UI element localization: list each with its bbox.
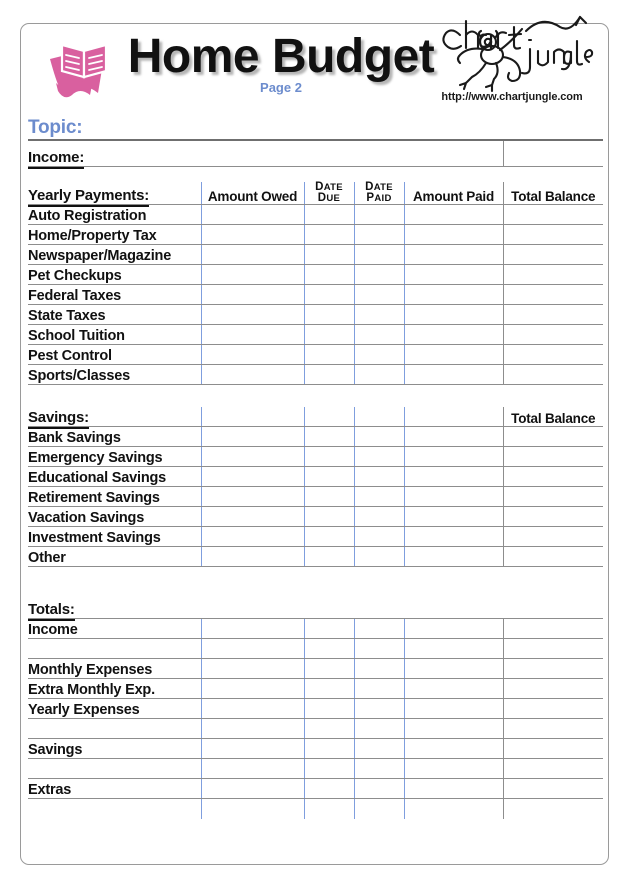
cell-amount-owed[interactable] xyxy=(201,527,304,547)
cell-date-paid[interactable] xyxy=(354,265,404,285)
logo-url-text[interactable]: http://www.chartjungle.com xyxy=(441,91,583,103)
cell-total-balance[interactable] xyxy=(503,245,603,265)
cell-amount-paid[interactable] xyxy=(404,759,503,779)
cell-amount-paid[interactable] xyxy=(404,467,503,487)
row-label: School Tuition xyxy=(28,325,201,345)
totals-header-row xyxy=(28,589,603,619)
cell-date-paid[interactable] xyxy=(354,759,404,779)
row-label: Retirement Savings xyxy=(28,487,201,507)
cell-amount-owed[interactable] xyxy=(201,365,304,385)
table-row xyxy=(28,759,603,779)
cell-date-due[interactable] xyxy=(304,699,354,719)
cell-amount-owed[interactable] xyxy=(201,225,304,245)
yearly-payments-header-row xyxy=(28,182,603,205)
row-label: Bank Savings xyxy=(28,427,201,447)
page-header xyxy=(21,24,608,113)
gap-row-1 xyxy=(28,166,603,182)
cell-amount-paid[interactable] xyxy=(404,699,503,719)
cell-date-paid[interactable] xyxy=(354,325,404,345)
cell-amount-paid[interactable] xyxy=(404,719,503,739)
section-heading-savings: Savings: xyxy=(28,407,201,427)
cell-total-balance[interactable] xyxy=(503,619,603,639)
budget-sheet xyxy=(28,113,601,859)
income-label: Income: xyxy=(28,140,404,166)
chartjungle-logo[interactable] xyxy=(422,5,602,115)
cell-total-balance[interactable] xyxy=(503,679,603,699)
row-label: Income xyxy=(28,619,201,639)
cell-date-due[interactable] xyxy=(304,679,354,699)
row-label: Home/Property Tax xyxy=(28,225,201,245)
table-row xyxy=(28,245,603,265)
cell-date-paid[interactable] xyxy=(354,225,404,245)
table-row xyxy=(28,365,603,385)
cell-total-balance[interactable] xyxy=(503,427,603,447)
topic-row xyxy=(28,113,603,140)
cell-amount-paid[interactable] xyxy=(404,447,503,467)
cell-total-balance[interactable] xyxy=(503,205,603,225)
cell-date-paid[interactable] xyxy=(354,467,404,487)
cell-date-due[interactable] xyxy=(304,365,354,385)
cell-total-balance[interactable] xyxy=(503,365,603,385)
table-row xyxy=(28,547,603,567)
cell-date-due[interactable] xyxy=(304,779,354,799)
column-header-amount-paid: Amount Paid xyxy=(404,182,503,205)
cell-date-due[interactable] xyxy=(304,305,354,325)
row-label: Pest Control xyxy=(28,345,201,365)
cell-total-balance[interactable] xyxy=(503,467,603,487)
cell-amount-owed[interactable] xyxy=(201,265,304,285)
row-label xyxy=(28,719,201,739)
cell-total-balance[interactable] xyxy=(503,325,603,345)
cell-amount-owed[interactable] xyxy=(201,447,304,467)
page-frame xyxy=(20,23,609,865)
cell-amount-paid[interactable] xyxy=(404,285,503,305)
cell-date-due[interactable] xyxy=(304,487,354,507)
cell-date-paid[interactable] xyxy=(354,739,404,759)
page-number-label: Page 2 xyxy=(260,80,302,95)
cell-date-due[interactable] xyxy=(304,427,354,447)
cell-date-due[interactable] xyxy=(304,285,354,305)
table-row xyxy=(28,659,603,679)
page-title: Home Budget xyxy=(127,30,435,83)
column-header-date-paid: DATE PAID xyxy=(354,182,404,205)
row-label xyxy=(28,759,201,779)
cell-date-paid[interactable] xyxy=(354,245,404,265)
table-row xyxy=(28,285,603,305)
cell-total-balance[interactable] xyxy=(503,487,603,507)
table-row xyxy=(28,527,603,547)
row-label: Investment Savings xyxy=(28,527,201,547)
cell-date-paid[interactable] xyxy=(354,305,404,325)
cell-total-balance[interactable] xyxy=(503,739,603,759)
cell-total-balance[interactable] xyxy=(503,507,603,527)
cell-amount-paid[interactable] xyxy=(404,487,503,507)
cell-total-balance[interactable] xyxy=(503,527,603,547)
cell-date-paid[interactable] xyxy=(354,679,404,699)
table-row xyxy=(28,427,603,447)
cell-amount-paid[interactable] xyxy=(404,305,503,325)
table-row xyxy=(28,799,603,819)
cell-date-due[interactable] xyxy=(304,225,354,245)
row-label: Educational Savings xyxy=(28,467,201,487)
cell-date-paid[interactable] xyxy=(354,527,404,547)
cell-total-balance[interactable] xyxy=(503,547,603,567)
cell-amount-paid[interactable] xyxy=(404,507,503,527)
topic-label: Topic: xyxy=(28,113,603,140)
table-row xyxy=(28,487,603,507)
table-row xyxy=(28,779,603,799)
cell-date-due[interactable] xyxy=(304,467,354,487)
cell-total-balance[interactable] xyxy=(503,305,603,325)
cell-total-balance[interactable] xyxy=(503,447,603,467)
section-heading-yearly-payments: Yearly Payments: xyxy=(28,182,201,205)
cell-total-balance[interactable] xyxy=(503,225,603,245)
row-label: Monthly Expenses xyxy=(28,659,201,679)
cell-date-paid[interactable] xyxy=(354,447,404,467)
cell-amount-paid[interactable] xyxy=(404,325,503,345)
cell-amount-owed[interactable] xyxy=(201,779,304,799)
cell-amount-owed[interactable] xyxy=(201,467,304,487)
cell-amount-owed[interactable] xyxy=(201,699,304,719)
cell-total-balance[interactable] xyxy=(503,639,603,659)
cell-date-due[interactable] xyxy=(304,619,354,639)
cell-amount-paid[interactable] xyxy=(404,225,503,245)
cell-amount-owed[interactable] xyxy=(201,547,304,567)
cell-date-paid[interactable] xyxy=(354,799,404,819)
cell-amount-owed[interactable] xyxy=(201,325,304,345)
cell-date-paid[interactable] xyxy=(354,659,404,679)
cell-total-balance[interactable] xyxy=(503,345,603,365)
table-row xyxy=(28,719,603,739)
cell-date-due[interactable] xyxy=(304,759,354,779)
cell-amount-paid[interactable] xyxy=(404,265,503,285)
cell-date-paid[interactable] xyxy=(354,639,404,659)
table-row xyxy=(28,699,603,719)
cell-date-paid[interactable] xyxy=(354,507,404,527)
monkey-icon xyxy=(430,5,596,97)
row-label: Extra Monthly Exp. xyxy=(28,679,201,699)
cell-amount-owed[interactable] xyxy=(201,345,304,365)
cell-amount-owed[interactable] xyxy=(201,679,304,699)
row-label: Savings xyxy=(28,739,201,759)
cell-date-due[interactable] xyxy=(304,345,354,365)
cell-date-paid[interactable] xyxy=(354,619,404,639)
cell-amount-owed[interactable] xyxy=(201,245,304,265)
cell-date-due[interactable] xyxy=(304,547,354,567)
cell-date-due[interactable] xyxy=(304,325,354,345)
cell-amount-owed[interactable] xyxy=(201,285,304,305)
cell-amount-owed[interactable] xyxy=(201,619,304,639)
column-header-amount-owed: Amount Owed xyxy=(201,182,304,205)
cell-amount-paid[interactable] xyxy=(404,779,503,799)
table-row xyxy=(28,447,603,467)
column-header-total-balance: Total Balance xyxy=(503,182,603,205)
cell-date-due[interactable] xyxy=(304,447,354,467)
budget-table xyxy=(28,113,603,819)
cell-date-paid[interactable] xyxy=(354,699,404,719)
cell-amount-owed[interactable] xyxy=(201,739,304,759)
row-label: Sports/Classes xyxy=(28,365,201,385)
savings-header-row xyxy=(28,407,603,427)
savings-header-cell-amount-owed[interactable] xyxy=(201,407,304,427)
savings-header-cell-amount-paid[interactable] xyxy=(404,407,503,427)
cell-date-due[interactable] xyxy=(304,205,354,225)
cell-amount-owed[interactable] xyxy=(201,659,304,679)
income-cell-amount-paid[interactable] xyxy=(404,140,503,166)
table-row xyxy=(28,619,603,639)
cell-amount-paid[interactable] xyxy=(404,679,503,699)
cell-amount-paid[interactable] xyxy=(404,345,503,365)
cell-total-balance[interactable] xyxy=(503,699,603,719)
cell-amount-owed[interactable] xyxy=(201,487,304,507)
cell-amount-owed[interactable] xyxy=(201,759,304,779)
cell-date-paid[interactable] xyxy=(354,365,404,385)
row-label: Emergency Savings xyxy=(28,447,201,467)
cell-amount-paid[interactable] xyxy=(404,427,503,447)
cell-total-balance[interactable] xyxy=(503,719,603,739)
table-row xyxy=(28,507,603,527)
income-cell-total-balance[interactable] xyxy=(503,140,603,166)
cell-date-due[interactable] xyxy=(304,527,354,547)
open-book-icon xyxy=(46,31,124,103)
row-label: Extras xyxy=(28,779,201,799)
table-row xyxy=(28,265,603,285)
row-label xyxy=(28,799,201,819)
cell-total-balance[interactable] xyxy=(503,285,603,305)
cell-date-paid[interactable] xyxy=(354,547,404,567)
cell-amount-owed[interactable] xyxy=(201,799,304,819)
row-label xyxy=(28,639,201,659)
cell-amount-owed[interactable] xyxy=(201,205,304,225)
table-row xyxy=(28,639,603,659)
cell-total-balance[interactable] xyxy=(503,799,603,819)
cell-amount-owed[interactable] xyxy=(201,507,304,527)
cell-date-due[interactable] xyxy=(304,659,354,679)
cell-date-paid[interactable] xyxy=(354,427,404,447)
cell-amount-paid[interactable] xyxy=(404,739,503,759)
cell-amount-owed[interactable] xyxy=(201,305,304,325)
row-label: Pet Checkups xyxy=(28,265,201,285)
table-row xyxy=(28,305,603,325)
row-label: Newspaper/Magazine xyxy=(28,245,201,265)
row-label: Yearly Expenses xyxy=(28,699,201,719)
table-row xyxy=(28,205,603,225)
cell-amount-paid[interactable] xyxy=(404,245,503,265)
table-row xyxy=(28,345,603,365)
cell-date-due[interactable] xyxy=(304,799,354,819)
cell-date-paid[interactable] xyxy=(354,779,404,799)
cell-date-due[interactable] xyxy=(304,507,354,527)
row-label: State Taxes xyxy=(28,305,201,325)
table-row xyxy=(28,739,603,759)
table-row xyxy=(28,325,603,345)
table-row xyxy=(28,467,603,487)
cell-amount-owed[interactable] xyxy=(201,719,304,739)
column-header-total-balance-savings: Total Balance xyxy=(503,407,603,427)
cell-amount-owed[interactable] xyxy=(201,639,304,659)
cell-amount-owed[interactable] xyxy=(201,427,304,447)
cell-date-due[interactable] xyxy=(304,245,354,265)
title-block xyxy=(116,26,446,95)
gap-row-3 xyxy=(28,567,603,589)
section-heading-totals: Totals: xyxy=(28,589,603,619)
cell-date-due[interactable] xyxy=(304,639,354,659)
cell-date-due[interactable] xyxy=(304,719,354,739)
row-label: Vacation Savings xyxy=(28,507,201,527)
cell-amount-paid[interactable] xyxy=(404,547,503,567)
savings-header-cell-date-paid[interactable] xyxy=(354,407,404,427)
cell-total-balance[interactable] xyxy=(503,759,603,779)
cell-date-paid[interactable] xyxy=(354,345,404,365)
cell-date-paid[interactable] xyxy=(354,285,404,305)
column-header-date-due: DATE DUE xyxy=(304,182,354,205)
gap-row-2 xyxy=(28,385,603,407)
row-label: Other xyxy=(28,547,201,567)
cell-total-balance[interactable] xyxy=(503,659,603,679)
cell-amount-paid[interactable] xyxy=(404,799,503,819)
table-row xyxy=(28,679,603,699)
cell-amount-paid[interactable] xyxy=(404,205,503,225)
cell-date-due[interactable] xyxy=(304,265,354,285)
row-label: Auto Registration xyxy=(28,205,201,225)
cell-amount-paid[interactable] xyxy=(404,527,503,547)
cell-total-balance[interactable] xyxy=(503,779,603,799)
cell-date-due[interactable] xyxy=(304,739,354,759)
cell-date-paid[interactable] xyxy=(354,205,404,225)
cell-amount-paid[interactable] xyxy=(404,639,503,659)
cell-amount-paid[interactable] xyxy=(404,619,503,639)
table-row xyxy=(28,225,603,245)
income-row xyxy=(28,140,603,166)
cell-amount-paid[interactable] xyxy=(404,659,503,679)
row-label: Federal Taxes xyxy=(28,285,201,305)
cell-date-paid[interactable] xyxy=(354,719,404,739)
cell-amount-paid[interactable] xyxy=(404,365,503,385)
cell-date-paid[interactable] xyxy=(354,487,404,507)
cell-total-balance[interactable] xyxy=(503,265,603,285)
savings-header-cell-date-due[interactable] xyxy=(304,407,354,427)
